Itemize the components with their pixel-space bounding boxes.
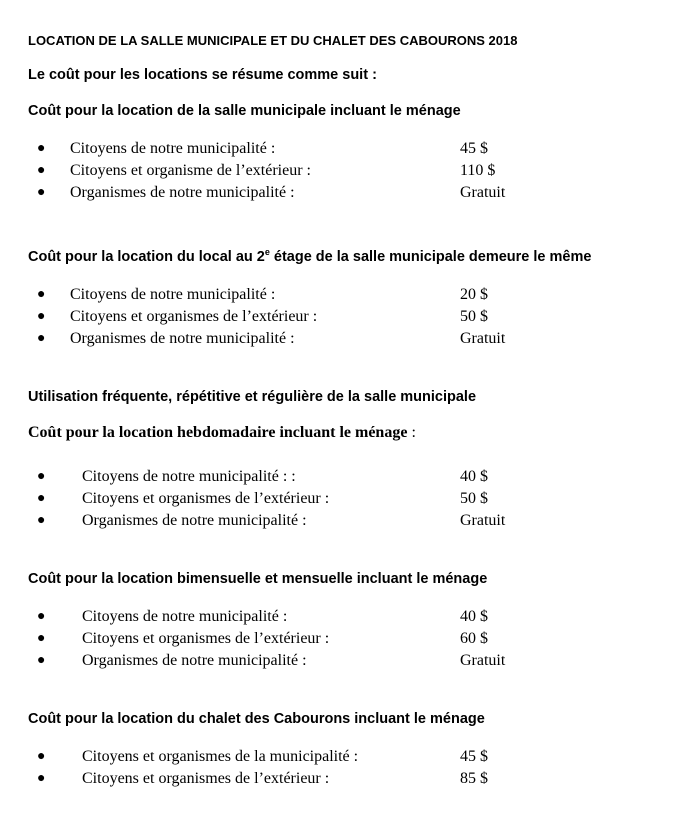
bullet-icon: ● <box>37 771 46 786</box>
item-label: Citoyens de notre municipalité : <box>70 286 276 303</box>
section-heading-bimensuelle: Coût pour la location bimensuelle et mensuelle incluant le ménage <box>28 571 488 587</box>
subheading-rest: : <box>407 424 416 441</box>
heading-text: Coût pour la location du local au 2 <box>28 249 265 265</box>
price-list-chalet <box>0 746 677 790</box>
item-label: Citoyens et organismes de l’extérieur : <box>82 490 330 507</box>
item-price: Gratuit <box>460 184 506 201</box>
item-label: Organismes de notre municipalité : <box>82 652 307 669</box>
item-price: 40 $ <box>460 608 488 625</box>
list-item <box>0 466 677 488</box>
item-label: Citoyens de notre municipalité : <box>82 608 288 625</box>
item-label: Citoyens et organisme de l’extérieur : <box>70 162 311 179</box>
bullet-icon: ● <box>37 287 46 302</box>
bullet-icon: ● <box>37 469 46 484</box>
item-label: Organismes de notre municipalité : <box>82 512 307 529</box>
list-item <box>0 768 677 790</box>
section-heading-local <box>28 249 591 265</box>
intro-text: Le coût pour les locations se résume comme suit : <box>28 67 377 83</box>
item-price: 110 $ <box>460 162 496 179</box>
heading-superscript: e <box>264 247 270 257</box>
list-item <box>0 628 677 650</box>
list-item <box>0 650 677 672</box>
item-price: 45 $ <box>460 748 488 765</box>
item-price: 45 $ <box>460 140 488 157</box>
item-price: Gratuit <box>460 652 506 669</box>
item-label: Citoyens et organismes de l’extérieur : <box>82 630 330 647</box>
list-item <box>0 510 677 532</box>
price-list-salle <box>0 138 677 204</box>
item-price: 50 $ <box>460 490 488 507</box>
bullet-icon: ● <box>37 331 46 346</box>
list-item <box>0 746 677 768</box>
bullet-icon: ● <box>37 141 46 156</box>
item-label: Citoyens et organismes de la municipalité : <box>82 748 359 765</box>
item-price: 20 $ <box>460 286 488 303</box>
bullet-icon: ● <box>37 749 46 764</box>
item-price: 50 $ <box>460 308 488 325</box>
document-title: LOCATION DE LA SALLE MUNICIPALE ET DU CHALET DES CABOURONS 2018 <box>28 33 518 48</box>
section-heading-chalet: Coût pour la location du chalet des Cabourons incluant le ménage <box>28 711 485 727</box>
price-list-hebdomadaire <box>0 466 677 532</box>
subheading-hebdomadaire <box>28 424 416 442</box>
subheading-bold: Coût pour la location hebdomadaire incluant le ménage <box>28 424 408 441</box>
item-label: Citoyens de notre municipalité : <box>70 140 276 157</box>
item-price: Gratuit <box>460 512 506 529</box>
bullet-icon: ● <box>37 653 46 668</box>
list-item <box>0 488 677 510</box>
bullet-icon: ● <box>37 309 46 324</box>
heading-text: étage de la salle municipale demeure le même <box>269 249 592 265</box>
item-label: Citoyens et organismes de l’extérieur : <box>82 770 330 787</box>
section-heading-utilisation: Utilisation fréquente, répétitive et régulière de la salle municipale <box>28 389 477 405</box>
item-price: 60 $ <box>460 630 488 647</box>
item-price: Gratuit <box>460 330 506 347</box>
item-label: Citoyens de notre municipalité : : <box>82 468 296 485</box>
bullet-icon: ● <box>37 491 46 506</box>
list-item <box>0 606 677 628</box>
bullet-icon: ● <box>37 185 46 200</box>
list-item <box>0 138 677 160</box>
list-item <box>0 328 677 350</box>
section-heading-salle: Coût pour la location de la salle municipale incluant le ménage <box>28 103 461 119</box>
bullet-icon: ● <box>37 163 46 178</box>
item-label: Organismes de notre municipalité : <box>70 184 295 201</box>
bullet-icon: ● <box>37 513 46 528</box>
item-label: Citoyens et organismes de l’extérieur : <box>70 308 318 325</box>
list-item <box>0 160 677 182</box>
item-label: Organismes de notre municipalité : <box>70 330 295 347</box>
item-price: 40 $ <box>460 468 488 485</box>
list-item <box>0 182 677 204</box>
item-price: 85 $ <box>460 770 488 787</box>
price-list-bimensuelle <box>0 606 677 672</box>
list-item <box>0 284 677 306</box>
bullet-icon: ● <box>37 609 46 624</box>
price-list-local <box>0 284 677 350</box>
bullet-icon: ● <box>37 631 46 646</box>
list-item <box>0 306 677 328</box>
